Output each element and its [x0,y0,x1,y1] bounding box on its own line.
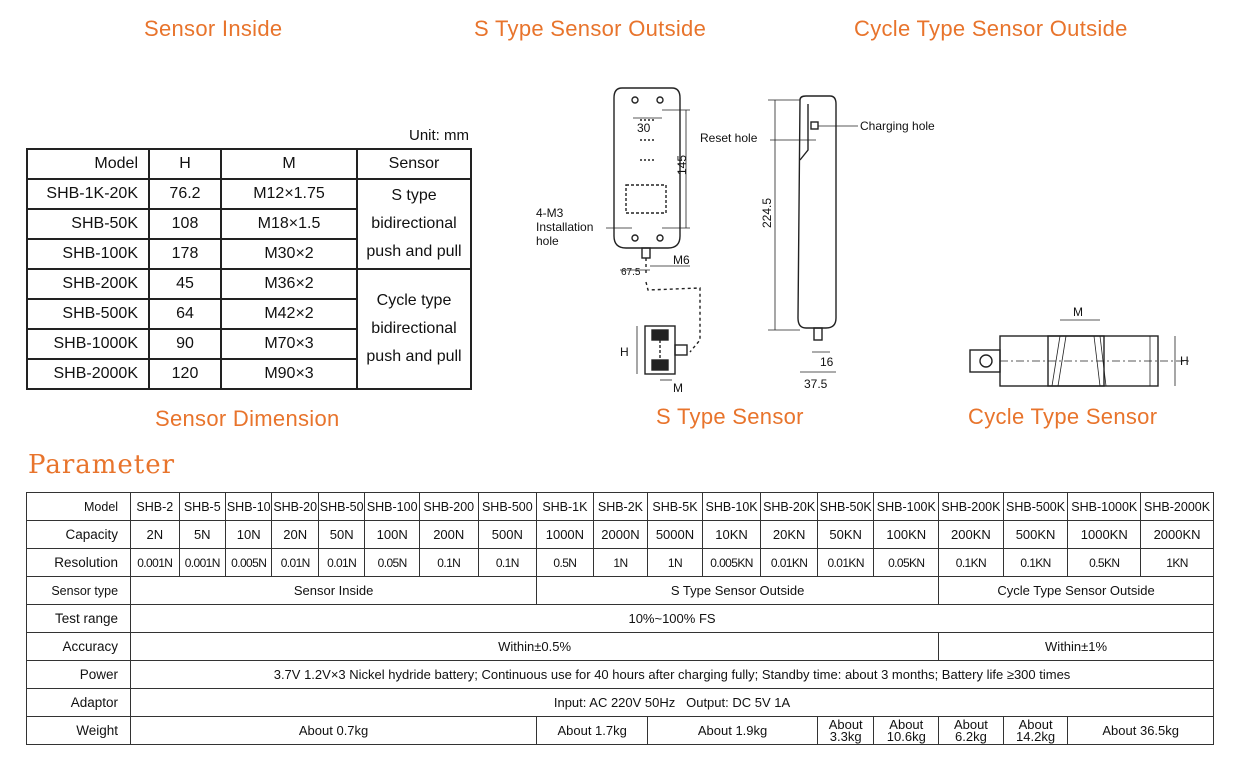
resolution-cell: 0.1KN [939,549,1004,577]
heading-cycle-type-outside: Cycle Type Sensor Outside [854,16,1128,41]
dimension-model: SHB-200K [27,269,149,299]
param-row-label: Accuracy [27,633,131,661]
s-sensor-m-label: M [673,381,683,395]
dimension-model: SHB-1000K [27,329,149,359]
dimension-h: 45 [149,269,221,299]
param-row-model [27,493,1214,521]
sensor-type-cell: S Type Sensor Outside [537,577,939,605]
resolution-cell: 0.005KN [702,549,761,577]
s-type-sensor-drawing [637,326,687,380]
resolution-cell: 0.01N [272,549,318,577]
resolution-cell: 0.5N [537,549,594,577]
capacity-cell: 2000KN [1141,521,1214,549]
unit-label: Unit: mm [409,127,469,144]
install-label-2: Installation [536,220,594,234]
dimension-model: SHB-1K-20K [27,179,149,209]
model-cell: SHB-2K [593,493,648,521]
dimension-header-h: H [149,149,221,179]
install-label-1: 4-M3 [536,206,564,220]
capacity-cell: 5N [179,521,225,549]
param-row-label: Weight [27,717,131,745]
sensor-group-line: bidirectional [371,215,457,232]
weight-cell: About 1.9kg [648,717,818,745]
capacity-cell: 2N [131,521,179,549]
dim-67-label: 67.5 [621,267,641,278]
sensor-group-line: Cycle type [376,292,452,309]
model-cell: SHB-50K [817,493,874,521]
param-row-adaptor [27,689,1214,717]
resolution-cell: 1N [648,549,703,577]
power-cell: 3.7V 1.2V×3 Nickel hydride battery; Continuous use for 40 hours after charging fully; Standby time: about 3 months; Battery life ≥300 times [131,661,1214,689]
accuracy-cell: Within±1% [939,633,1214,661]
resolution-cell: 0.001N [131,549,179,577]
weight-cell: About 6.2kg [939,717,1004,745]
dimension-m: M42×2 [221,299,357,329]
resolution-cell: 0.001N [179,549,225,577]
heading-parameter: Parameter [28,450,176,480]
dimension-m: M90×3 [221,359,357,389]
model-cell: SHB-2 [131,493,179,521]
sensor-type-cell: Cycle Type Sensor Outside [939,577,1214,605]
param-row-resolution [27,549,1214,577]
resolution-cell: 1KN [1141,549,1214,577]
capacity-cell: 10KN [702,521,761,549]
capacity-cell: 200N [419,521,478,549]
dimension-m: M12×1.75 [221,179,357,209]
dim-145-label: 145 [675,154,690,176]
capacity-cell: 20N [272,521,318,549]
sensor-group-line: bidirectional [371,320,457,337]
dimension-model: SHB-500K [27,299,149,329]
dimension-header-sensor: Sensor [357,149,471,179]
sensor-group-line: S type [391,187,437,204]
resolution-cell: 0.1KN [1003,549,1068,577]
model-cell: SHB-20K [761,493,818,521]
dim-224-label: 224.5 [760,197,775,229]
param-row-capacity [27,521,1214,549]
dimension-header-model: Model [27,149,149,179]
model-cell: SHB-500K [1003,493,1068,521]
weight-cell: About 1.7kg [537,717,648,745]
reset-hole-label: Reset hole [700,131,758,145]
param-row-label: Power [27,661,131,689]
model-cell: SHB-200K [939,493,1004,521]
sensor-group-line: push and pull [366,243,462,260]
param-row-label: Adaptor [27,689,131,717]
test-range-cell: 10%~100% FS [131,605,1214,633]
heading-sensor-dimension: Sensor Dimension [155,406,340,431]
capacity-cell: 10N [226,521,272,549]
capacity-cell: 1000KN [1068,521,1141,549]
resolution-cell: 0.1N [478,549,537,577]
capacity-cell: 5000N [648,521,703,549]
weight-cell: About 3.3kg [817,717,874,745]
heading-s-type-sensor: S Type Sensor [656,404,804,429]
resolution-cell: 0.01N [318,549,364,577]
capacity-cell: 100N [365,521,420,549]
capacity-cell: 100KN [874,521,939,549]
dim-16-label: 16 [820,355,834,369]
model-cell: SHB-5 [179,493,225,521]
model-cell: SHB-200 [419,493,478,521]
weight-cell: About 36.5kg [1068,717,1214,745]
resolution-cell: 1N [593,549,648,577]
capacity-cell: 50N [318,521,364,549]
dimension-m: M18×1.5 [221,209,357,239]
dim-37-label: 37.5 [804,377,828,391]
sensor-type-cell: Sensor Inside [131,577,537,605]
dimension-m: M30×2 [221,239,357,269]
param-row-sensor-type [27,577,1214,605]
model-cell: SHB-10K [702,493,761,521]
resolution-cell: 0.1N [419,549,478,577]
dimension-model: SHB-2000K [27,359,149,389]
param-row-label: Resolution [27,549,131,577]
dimension-header-m: M [221,149,357,179]
model-cell: SHB-10 [226,493,272,521]
adaptor-cell: Input: AC 220V 50Hz Output: DC 5V 1A [131,689,1214,717]
model-cell: SHB-50 [318,493,364,521]
handheld-side-drawing [768,96,858,372]
capacity-cell: 500KN [1003,521,1068,549]
resolution-cell: 0.05N [365,549,420,577]
model-cell: SHB-1K [537,493,594,521]
s-sensor-h-label: H [620,345,629,359]
param-row-power [27,661,1214,689]
capacity-cell: 50KN [817,521,874,549]
weight-cell: About 14.2kg [1003,717,1068,745]
model-cell: SHB-20 [272,493,318,521]
cycle-sensor-h-label: H [1180,354,1189,368]
dimension-h: 108 [149,209,221,239]
param-row-label: Capacity [27,521,131,549]
cycle-type-sensor-drawing [970,320,1190,386]
capacity-cell: 2000N [593,521,648,549]
resolution-cell: 0.05KN [874,549,939,577]
param-row-label: Model [27,493,131,521]
dimension-m: M70×3 [221,329,357,359]
model-cell: SHB-100 [365,493,420,521]
dimension-model: SHB-50K [27,209,149,239]
capacity-cell: 20KN [761,521,818,549]
dimension-h: 178 [149,239,221,269]
accuracy-cell: Within±0.5% [131,633,939,661]
resolution-cell: 0.005N [226,549,272,577]
model-cell: SHB-500 [478,493,537,521]
param-row-weight [27,717,1214,745]
param-row-label: Test range [27,605,131,633]
dimension-h: 90 [149,329,221,359]
handheld-front-drawing [606,88,700,352]
m6-label: M6 [673,253,690,267]
dimension-model: SHB-100K [27,239,149,269]
resolution-cell: 0.01KN [817,549,874,577]
resolution-cell: 0.01KN [761,549,818,577]
dimension-m: M36×2 [221,269,357,299]
heading-cycle-type-sensor: Cycle Type Sensor [968,404,1158,429]
dim-30-label: 30 [637,121,651,135]
sensor-group-line: push and pull [366,348,462,365]
capacity-cell: 500N [478,521,537,549]
model-cell: SHB-5K [648,493,703,521]
weight-cell: About 10.6kg [874,717,939,745]
resolution-cell: 0.5KN [1068,549,1141,577]
capacity-cell: 1000N [537,521,594,549]
param-row-label: Sensor type [27,577,131,605]
model-cell: SHB-2000K [1141,493,1214,521]
dimension-h: 120 [149,359,221,389]
dimension-h: 64 [149,299,221,329]
charging-hole-label: Charging hole [860,119,935,133]
install-label-3: hole [536,234,559,248]
model-cell: SHB-1000K [1068,493,1141,521]
param-row-test-range [27,605,1214,633]
cycle-sensor-m-label: M [1073,305,1083,319]
param-row-accuracy [27,633,1214,661]
model-cell: SHB-100K [874,493,939,521]
capacity-cell: 200KN [939,521,1004,549]
dimension-h: 76.2 [149,179,221,209]
weight-cell: About 0.7kg [131,717,537,745]
heading-s-type-outside: S Type Sensor Outside [474,16,707,41]
heading-sensor-inside: Sensor Inside [144,16,283,41]
parameter-table [26,492,1214,745]
